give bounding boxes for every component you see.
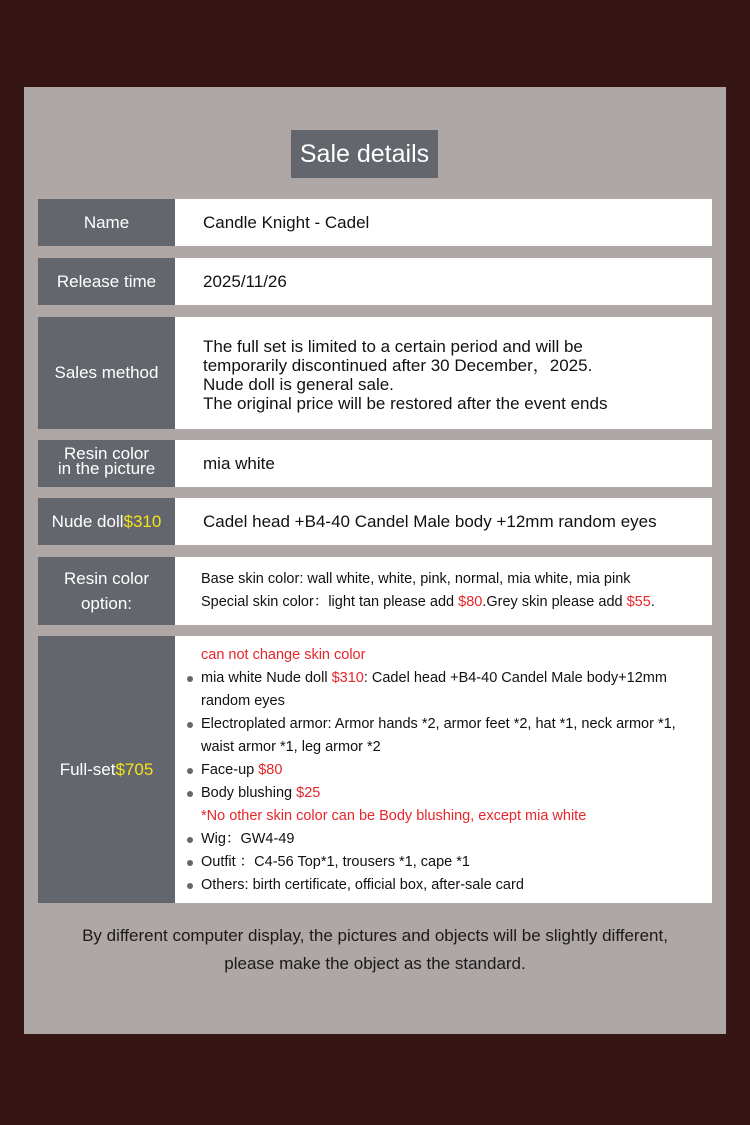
- row-value: [175, 636, 712, 903]
- sales-method-line: The full set is limited to a certain period and will be: [203, 337, 583, 356]
- row-value: mia white: [175, 440, 712, 487]
- row-label: Name: [38, 199, 175, 246]
- row-label: Resin color option:: [38, 557, 175, 625]
- row-label: Sales method: [38, 317, 175, 429]
- sales-method-line: temporarily discontinued after 30 December，2025.: [203, 356, 593, 375]
- disclaimer: By different computer display, the pictures and objects will be slightly different, please make the object as the standard.: [82, 926, 668, 973]
- sales-method-line: The original price will be restored after the event ends: [203, 394, 608, 413]
- price: $705: [115, 759, 154, 779]
- row-label: Release time: [38, 258, 175, 305]
- row-nude-doll: [38, 498, 712, 545]
- list-item: Face-up $80: [187, 759, 712, 782]
- list-item: Wig：GW4-49: [187, 828, 712, 851]
- row-sales-method: [38, 317, 712, 429]
- row-name: [38, 199, 712, 246]
- page-title: Sale details: [291, 130, 438, 178]
- sales-method-line: Nude doll is general sale.: [203, 375, 394, 394]
- row-release-time: [38, 258, 712, 305]
- row-value: Base skin color: wall white, white, pink, normal, mia white, mia pink Special skin color：light tan please add $80.Grey skin please add $55.: [175, 557, 712, 625]
- row-label: Nude doll $310: [38, 498, 175, 545]
- full-set-list: [187, 667, 712, 897]
- row-resin-color-option: [38, 557, 712, 625]
- row-full-set: [38, 636, 712, 903]
- note-blush: *No other skin color can be Body blushing, except mia white: [201, 808, 587, 824]
- list-item: mia white Nude doll $310: Cadel head +B4-40 Candel Male body+12mm random eyes: [187, 667, 712, 713]
- row-value: 2025/11/26: [175, 258, 712, 305]
- row-resin-color-picture: [38, 440, 712, 487]
- row-label: Resin color in the picture: [38, 440, 175, 487]
- note-skin: can not change skin color: [201, 647, 366, 663]
- list-item: Body blushing $25: [187, 782, 712, 805]
- list-item: Electroplated armor: Armor hands *2, armor feet *2, hat *1, neck armor *1, waist armor *1, leg armor *2: [187, 713, 712, 759]
- row-value: [175, 317, 712, 429]
- list-item: Others: birth certificate, official box, after-sale card: [187, 874, 712, 897]
- row-value: Candle Knight - Cadel: [175, 199, 712, 246]
- price: $310: [123, 511, 162, 531]
- row-value: Cadel head +B4-40 Candel Male body +12mm random eyes: [175, 498, 712, 545]
- list-item: Outfit ：C4-56 Top*1, trousers *1, cape *1: [187, 851, 712, 874]
- row-label: Full-set $705: [38, 636, 175, 903]
